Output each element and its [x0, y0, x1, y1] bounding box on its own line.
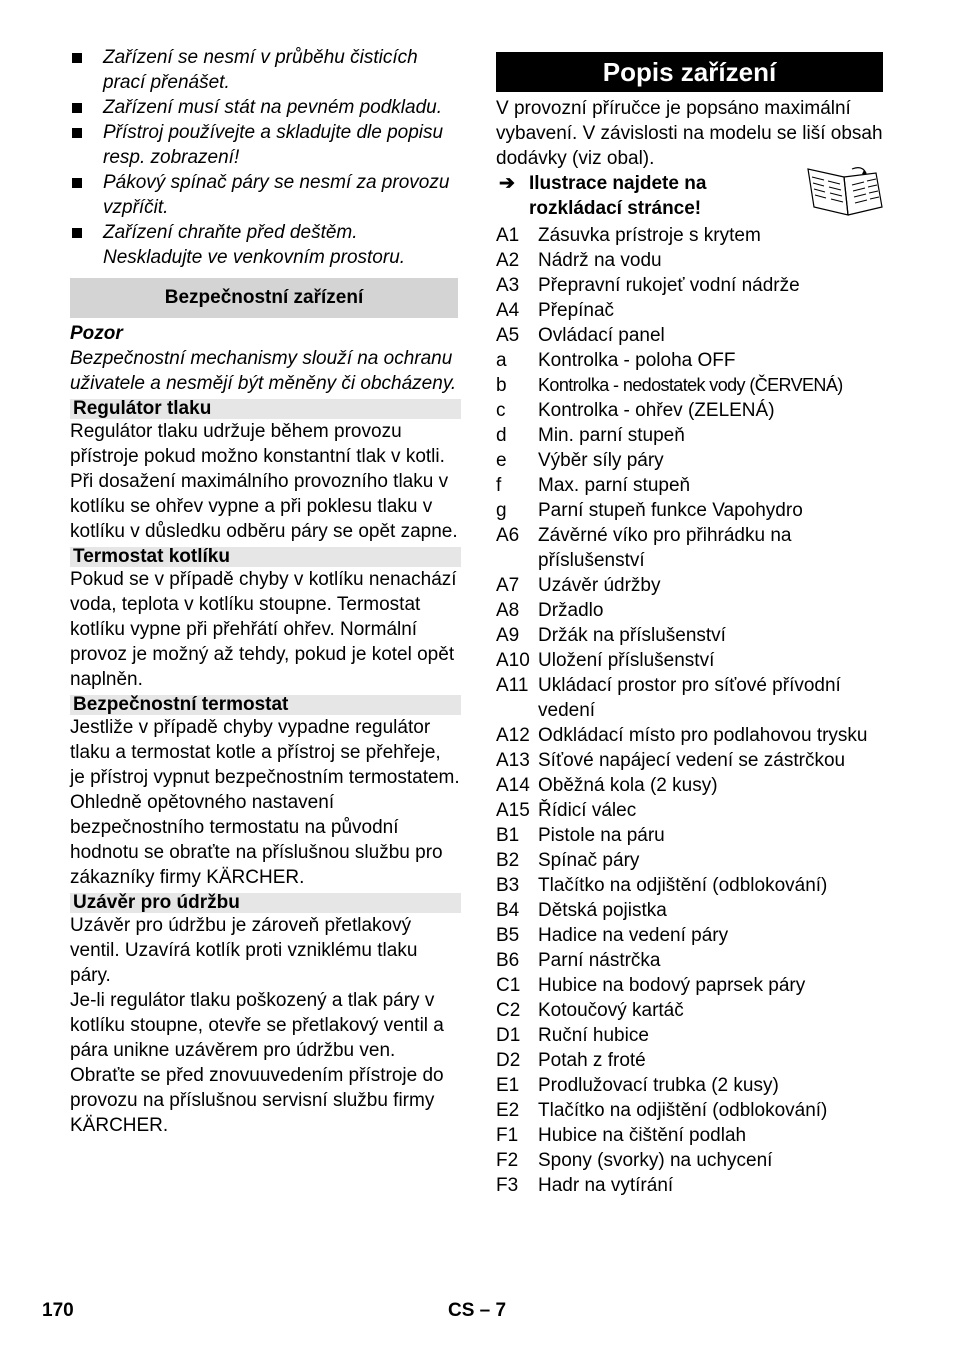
item-description: Oběžná kola (2 kusy): [538, 775, 718, 796]
list-item: [496, 573, 886, 598]
item-description: Kontrolka - poloha OFF: [538, 350, 736, 371]
item-description: Hubice na čištění podlah: [538, 1125, 747, 1146]
item-description: Řídicí válec: [538, 800, 637, 821]
item-code: D2: [496, 1050, 521, 1071]
list-item: [496, 1048, 886, 1073]
item-code: B5: [496, 925, 520, 946]
list-item: [496, 373, 886, 398]
list-item: [496, 498, 886, 523]
item-code: E1: [496, 1075, 520, 1096]
item-description: Min. parní stupeň: [538, 425, 685, 446]
item-description: Přepravní rukojeť vodní nádrže: [538, 275, 800, 296]
list-item: [496, 1173, 886, 1198]
item-description: Zásuvka prístroje s krytem: [538, 225, 761, 246]
bullet-item: Zařízení chraňte před deštěm. Neskladujte ve venkovním prostoru.: [70, 220, 460, 270]
arrow-right-icon: ➔: [499, 173, 515, 194]
list-item: [496, 873, 886, 898]
item-description: Kontrolka - ohřev (ZELENÁ): [538, 400, 775, 421]
list-item: [496, 223, 886, 248]
item-code: B3: [496, 875, 520, 896]
item-description: Potah z froté: [538, 1050, 646, 1071]
bullet-item: Pákový spínač páry se nesmí za provozu vzpříčit.: [70, 170, 460, 220]
item-description: Max. parní stupeň: [538, 475, 691, 496]
item-code: A1: [496, 225, 520, 246]
bullet-item: Zařízení musí stát na pevném podkladu.: [70, 95, 460, 120]
item-description: Ruční hubice: [538, 1025, 649, 1046]
item-code: b: [496, 375, 507, 396]
item-code: g: [496, 500, 507, 521]
item-code: D1: [496, 1025, 521, 1046]
list-item: [496, 923, 886, 948]
list-item: [496, 273, 886, 298]
item-description: Pistole na páru: [538, 825, 665, 846]
list-item: [496, 448, 886, 473]
item-code: c: [496, 400, 506, 421]
item-code: A5: [496, 325, 520, 346]
page-title: Popis zařízení: [496, 52, 883, 92]
item-description: Uzávěr údržby: [538, 575, 661, 596]
square-bullet-icon: [72, 178, 82, 188]
subsection-text: Uzávěr pro údržbu je zároveň přetlakový ventil. Uzavírá kotlík proti vzniklému tlaku páry.: [70, 915, 418, 986]
list-item: [496, 473, 886, 498]
book-icon: [804, 167, 886, 219]
subsection-title-maintenance-cap: Uzávěr pro údržbu: [70, 893, 461, 913]
list-item: [496, 348, 886, 373]
item-description: Hadr na vytírání: [538, 1175, 674, 1196]
page-number: 170: [42, 1300, 74, 1321]
item-code: A15: [496, 800, 530, 821]
item-code: A2: [496, 250, 520, 271]
subsection-text: Regulátor tlaku udržuje během provozu přístroje pokud možno konstantní tlak v kotli. Při dosažení maximálního provozního tlaku v kotlíku se ohřev vypne a při poklesu tlaku v kotlíku v důsledku odběru páry se opět zapne.: [70, 421, 458, 542]
list-item: [496, 598, 886, 623]
square-bullet-icon: [72, 53, 82, 63]
warning-title: Pozor: [70, 323, 123, 344]
item-description: Tlačítko na odjištění (odblokování): [538, 1100, 828, 1121]
note-text: Ilustrace najdete na rozkládací stránce!: [529, 173, 707, 219]
item-description: Síťové napájecí vedení se zástrčkou: [538, 750, 846, 771]
item-description: Hadice na vedení páry: [538, 925, 729, 946]
list-item: [496, 798, 886, 823]
safety-bullet-list: [70, 45, 460, 270]
item-code: B6: [496, 950, 520, 971]
subsection-title-pressure-regulator: Regulátor tlaku: [70, 399, 461, 419]
list-item: [496, 773, 886, 798]
fold-out-note: [496, 171, 886, 221]
list-item: [496, 623, 886, 648]
list-item: [496, 723, 886, 748]
list-item: [496, 973, 886, 998]
item-code: B4: [496, 900, 520, 921]
item-description: Výběr síly páry: [538, 450, 664, 471]
item-description: Ukládací prostor pro síťové přívodní vedení: [538, 675, 841, 721]
item-description: Parní stupeň funkce Vapohydro: [538, 500, 803, 521]
section-title: Bezpečnostní zařízení: [70, 278, 458, 318]
subsection-title-boiler-thermostat: Termostat kotlíku: [70, 547, 461, 567]
item-description: Ovládací panel: [538, 325, 665, 346]
right-column: [496, 45, 886, 1198]
item-code: A7: [496, 575, 520, 596]
list-item: [496, 423, 886, 448]
square-bullet-icon: [72, 103, 82, 113]
list-item: [496, 398, 886, 423]
component-list: [496, 223, 886, 1198]
list-item: [496, 898, 886, 923]
list-item: [496, 648, 886, 673]
bullet-item: Přístroj používejte a skladujte dle popisu resp. zobrazení!: [70, 120, 460, 170]
list-item: [496, 1023, 886, 1048]
list-item: [496, 523, 886, 573]
item-code: d: [496, 425, 507, 446]
list-item: [496, 998, 886, 1023]
page-section-label: CS – 7: [448, 1300, 507, 1321]
item-code: F2: [496, 1150, 519, 1171]
item-code: A14: [496, 775, 530, 796]
warning-text: Bezpečnostní mechanismy slouží na ochranu uživatele a nesmějí být měněny či obcházeny.: [70, 348, 457, 394]
item-description: Spínač páry: [538, 850, 640, 871]
list-item: [496, 673, 886, 723]
item-description: Odkládací místo pro podlahovou trysku: [538, 725, 868, 746]
bullet-item: Zařízení se nesmí v průběhu čisticích prací přenášet.: [70, 45, 460, 95]
subsection-text: Pokud se v případě chyby v kotlíku nenachází voda, teplota v kotlíku stoupne. Termostat kotlíku vypne při přehřátí ohřev. Normální provoz je možný až tehdy, pokud je kotel opět naplněn.: [70, 569, 457, 690]
list-item: [496, 1073, 886, 1098]
item-description: Uložení příslušenství: [538, 650, 715, 671]
item-code: A11: [496, 675, 529, 696]
item-code: A4: [496, 300, 520, 321]
item-description: Parní nástrčka: [538, 950, 661, 971]
list-item: [496, 1098, 886, 1123]
intro-text: V provozní příručce je popsáno maximální vybavení. V závislosti na modelu se liší obsah dodávky (viz obal).: [496, 98, 883, 169]
list-item: [496, 248, 886, 273]
item-code: A9: [496, 625, 520, 646]
item-description: Tlačítko na odjištění (odblokování): [538, 875, 828, 896]
item-code: C1: [496, 975, 521, 996]
item-code: F1: [496, 1125, 519, 1146]
item-description: Nádrž na vodu: [538, 250, 662, 271]
item-code: A6: [496, 525, 520, 546]
item-description: Dětská pojistka: [538, 900, 667, 921]
item-code: A3: [496, 275, 520, 296]
item-description: Závěrné víko pro přihrádku na příslušenství: [538, 525, 792, 571]
item-code: A10: [496, 650, 530, 671]
left-column: [70, 45, 460, 1138]
item-code: A13: [496, 750, 530, 771]
square-bullet-icon: [72, 228, 82, 238]
item-code: f: [496, 475, 502, 496]
list-item: [496, 823, 886, 848]
list-item: [496, 1123, 886, 1148]
item-description: Hubice na bodový paprsek páry: [538, 975, 806, 996]
item-code: a: [496, 350, 507, 371]
item-description: Kotoučový kartáč: [538, 1000, 684, 1021]
item-description: Prodlužovací trubka (2 kusy): [538, 1075, 779, 1096]
item-description: Držák na příslušenství: [538, 625, 726, 646]
item-code: B1: [496, 825, 520, 846]
item-code: B2: [496, 850, 520, 871]
subsection-title-safety-thermostat: Bezpečnostní termostat: [70, 695, 461, 715]
item-description: Spony (svorky) na uchycení: [538, 1150, 773, 1171]
subsection-text: Jestliže v případě chyby vypadne regulátor tlaku a termostat kotle a přístroj se přehřeje, je přístroj vypnut bezpečnostním termostatem. Ohledně opětovného nastavení bezpečnostního termostatu na původní hodnotu se obraťte na příslušnou službu pro zákazníky firmy KÄRCHER.: [70, 717, 460, 888]
list-item: [496, 948, 886, 973]
item-code: A12: [496, 725, 530, 746]
item-description: Držadlo: [538, 600, 604, 621]
square-bullet-icon: [72, 128, 82, 138]
item-code: e: [496, 450, 507, 471]
item-code: F3: [496, 1175, 519, 1196]
item-code: E2: [496, 1100, 520, 1121]
item-code: A8: [496, 600, 520, 621]
item-code: C2: [496, 1000, 521, 1021]
list-item: [496, 323, 886, 348]
list-item: [496, 298, 886, 323]
item-description: Kontrolka - nedostatek vody (ČERVENÁ): [538, 375, 843, 395]
subsection-text: Je-li regulátor tlaku poškozený a tlak páry v kotlíku stoupne, otevře se přetlakový ventil a pára unikne uzávěrem pro údržbu ven. Obraťte se před znovuuvedením přístroje do provozu na příslušnou servisní službu firmy KÄRCHER.: [70, 990, 444, 1136]
list-item: [496, 748, 886, 773]
list-item: [496, 848, 886, 873]
item-description: Přepínač: [538, 300, 615, 321]
list-item: [496, 1148, 886, 1173]
